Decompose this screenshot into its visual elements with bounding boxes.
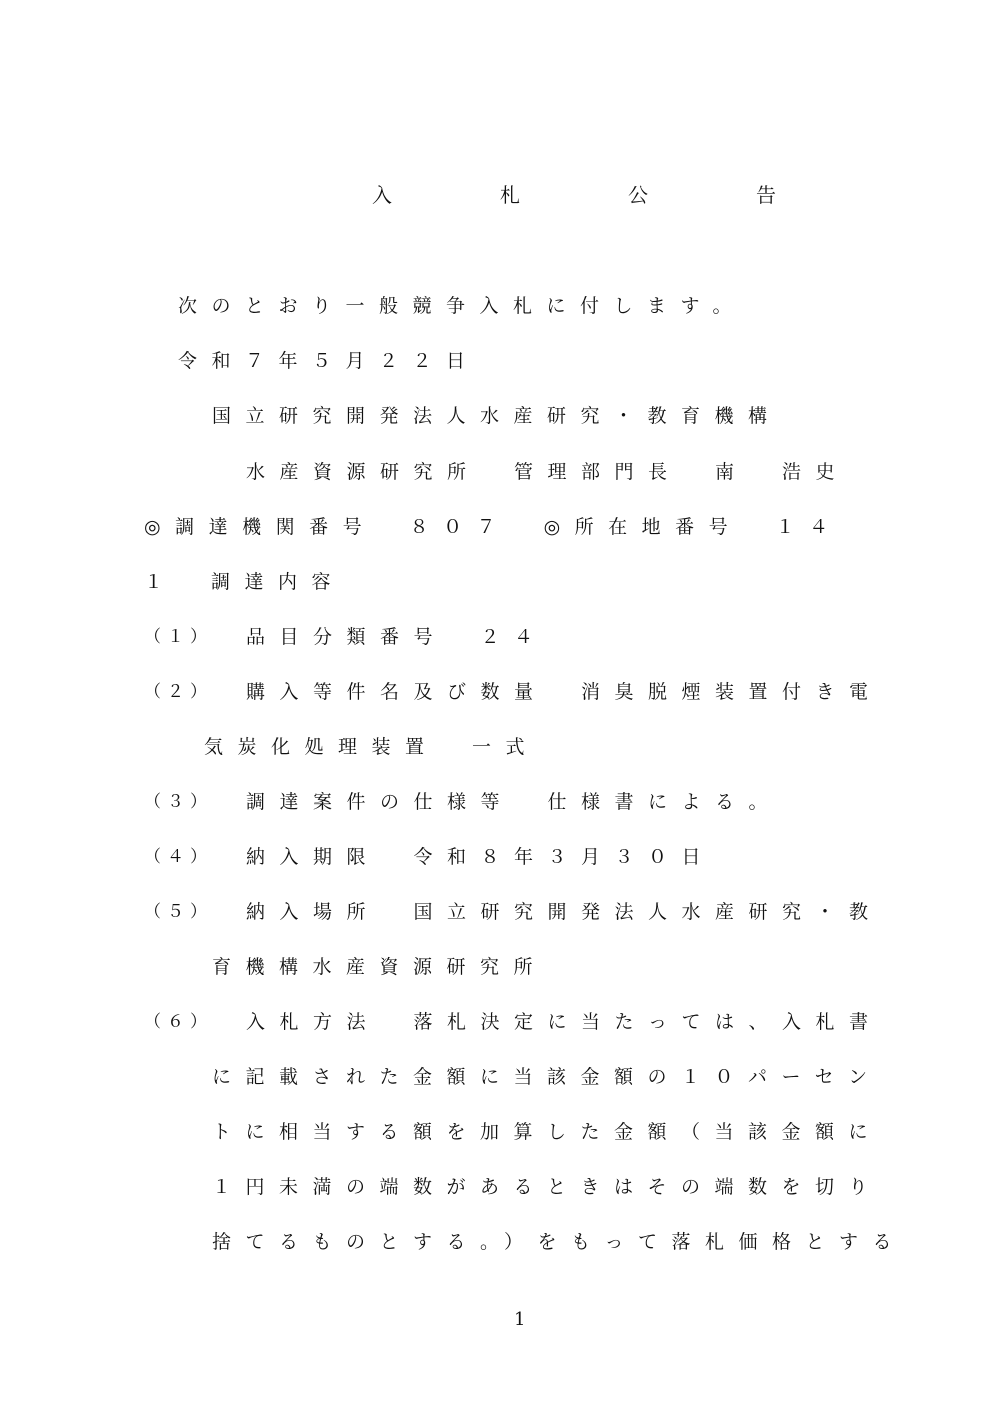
official-name: 水産資源研究所 管理部門長 南 浩史: [246, 461, 850, 483]
item-number: （１）: [144, 627, 213, 647]
item-line: 調達案件の仕様等 仕様書による。: [246, 791, 783, 813]
item-line: 入札方法 落札決定に当たっては、入札書: [246, 1011, 883, 1033]
item-number: （３）: [144, 792, 213, 812]
item-line: 納入場所 国立研究開発法人水産研究・教: [246, 901, 883, 923]
item-number: （５）: [144, 902, 213, 922]
item-line: 捨てるものとする。）をもって落札価格とする: [212, 1231, 907, 1253]
item-line: 育機構水産資源研究所: [212, 956, 548, 978]
item-line: トに相当する額を加算した金額（当該金額に: [212, 1121, 883, 1143]
item-line: 気炭化処理装置 一式: [204, 736, 540, 758]
codes-line: ◎調達機関番号 ８０７ ◎所在地番号 １４: [144, 516, 843, 538]
item-number: （４）: [144, 847, 213, 867]
item-line: 品目分類番号 ２４: [246, 626, 548, 648]
page-number: 1: [514, 1309, 526, 1330]
item-line: 購入等件名及び数量 消臭脱煙装置付き電: [246, 681, 883, 703]
item-line: に記載された金額に当該金額の１０パーセン: [212, 1066, 882, 1088]
intro-text: 次のとおり一般競争入札に付します。: [178, 295, 746, 317]
document-title: 入 札 公 告: [372, 183, 820, 207]
item-line: 納入期限 令和８年３月３０日: [246, 846, 716, 868]
item-number: （６）: [144, 1012, 213, 1032]
organization-name: 国立研究開発法人水産研究・教育機構: [212, 405, 782, 427]
item-number: （２）: [144, 682, 213, 702]
notice-date: 令和７年５月２２日: [178, 350, 480, 372]
item-line: １円未満の端数があるときはその端数を切り: [212, 1176, 883, 1198]
section-heading: １ 調達内容: [144, 571, 346, 593]
